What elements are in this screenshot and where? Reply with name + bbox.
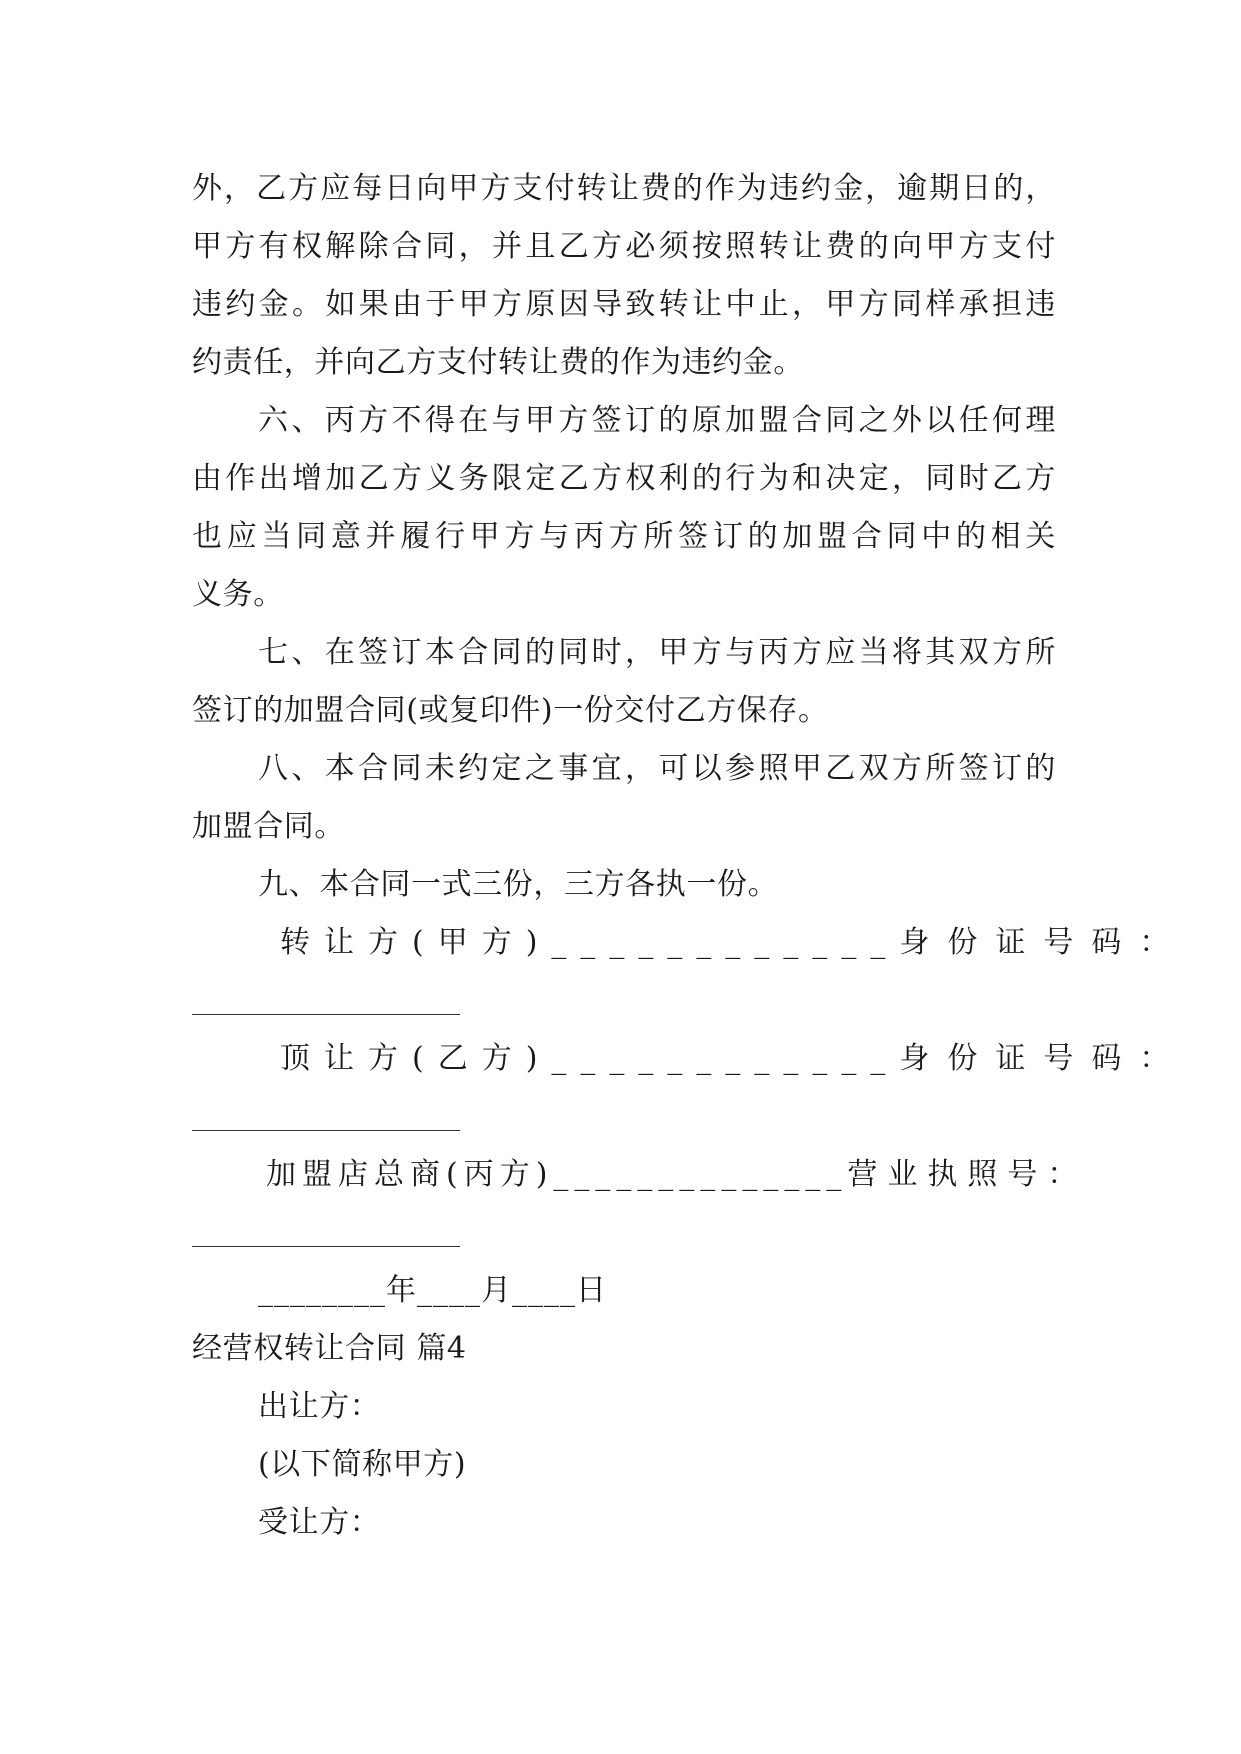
- clause-nine-line: 九、本合同一式三份，三方各执一份。: [258, 867, 779, 902]
- license-number-label: 营业执照号：: [847, 1157, 1088, 1192]
- paragraph-line: 约责任，并向乙方支付转让费的作为违约金。: [192, 345, 804, 380]
- clause-seven-line: 七、在签订本合同的同时，甲方与丙方应当将其双方所: [258, 635, 1056, 670]
- signature-blank: [192, 1088, 1056, 1146]
- section-line: (以下简称甲方): [258, 1447, 467, 1482]
- clause-eight-line: 八、本合同未约定之事宜，可以参照甲乙双方所签订的: [258, 751, 1056, 786]
- paragraph-line: 签订的加盟合同(或复印件)一份交付乙方保存。: [192, 693, 829, 728]
- id-number-label: 身份证号码：: [899, 925, 1188, 960]
- signature-row-party-a: [192, 914, 1188, 972]
- paragraph-line: 加盟合同。: [192, 809, 345, 844]
- paragraph-line: 也应当同意并履行甲方与丙方所签订的加盟合同中的相关: [192, 519, 1056, 554]
- signature-label: 顶让方(乙方)____________: [280, 1041, 900, 1076]
- paragraph-line: 违约金。如果由于甲方原因导致转让中止，甲方同样承担违: [192, 287, 1056, 322]
- section-title: 经营权转让合同 篇4: [192, 1331, 467, 1366]
- paragraph-line: 义务。: [192, 577, 284, 612]
- paragraph-line: 甲方有权解除合同，并且乙方必须按照转让费的向甲方支付: [192, 229, 1056, 264]
- clause-six-line: 六、丙方不得在与甲方签订的原加盟合同之外以任何理: [258, 403, 1056, 438]
- section-line: 出让方：: [258, 1389, 381, 1424]
- id-number-label: 身份证号码：: [899, 1041, 1188, 1076]
- document-body: [192, 160, 1188, 1552]
- signature-blank: [192, 1204, 1056, 1262]
- date-line: ________年____月____日: [258, 1273, 607, 1308]
- signature-label: 转让方(甲方)____________: [280, 925, 900, 960]
- signature-label: 加盟店总商(丙方)______________: [266, 1157, 848, 1192]
- signature-row-party-b: [192, 1030, 1188, 1088]
- section-line: 受让方：: [258, 1505, 381, 1540]
- paragraph-line: 外，乙方应每日向甲方支付转让费的作为违约金，逾期日的，: [192, 171, 1056, 206]
- paragraph-line: 由作出增加乙方义务限定乙方权利的行为和决定，同时乙方: [192, 461, 1056, 496]
- signature-blank: [192, 972, 1056, 1030]
- signature-row-party-c: [192, 1146, 1088, 1204]
